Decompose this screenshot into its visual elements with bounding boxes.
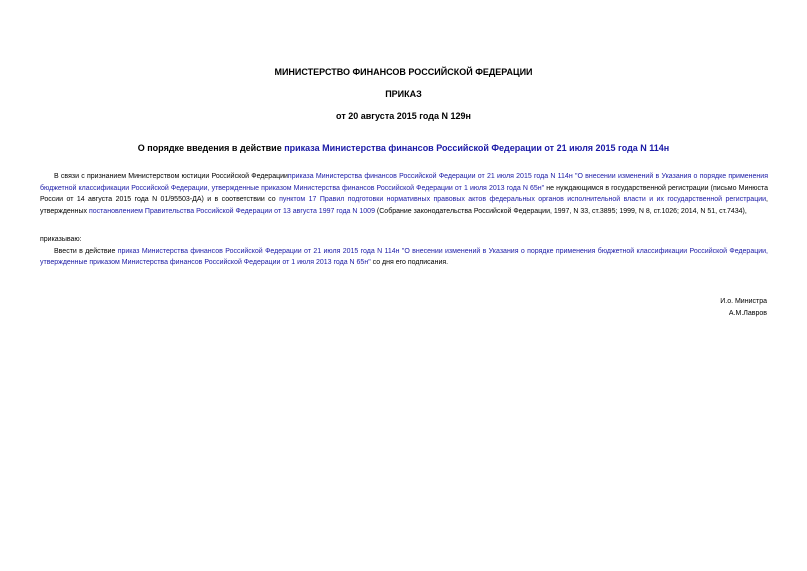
p1-order-link[interactable]: приказа Министерства финансов Российской Федерации от 21 июля 2015 года N 114н "О внесении изменений в Указания о порядке применения бюджетной классификации Российской Федерации, утвержденные приказом Министерства финансов Российской Федерации от 1 июля 2013 года N 65н" xyxy=(40,173,768,192)
signature-position: И.о. Министра xyxy=(720,298,767,305)
ministry-heading: МИНИСТЕРСТВО ФИНАНСОВ РОССИЙСКОЙ ФЕДЕРАЦИИ xyxy=(274,67,533,77)
order-block xyxy=(40,234,768,269)
preamble-block xyxy=(40,171,768,217)
p2-text-2: со дня его подписания. xyxy=(370,259,449,266)
p1-resolution-link[interactable]: постановлением Правительства Российской Федерации от 13 августа 1997 года N 1009 xyxy=(89,207,375,215)
p2-order-link[interactable]: приказ Министерства финансов Российской Федерации от 21 июля 2015 года N 114н "О внесении изменений в Указания о порядке применения бюджетной классификации Российской Федерации, утвержденные приказом Министерства финансов Российской Федерации от 1 июля 2013 года N 65н" xyxy=(40,247,768,266)
signature-name: А.М.Лавров xyxy=(728,310,767,317)
p2-text-1: Ввести в действие xyxy=(54,247,118,255)
p1-text-1: В связи с признанием Министерством юстиции Российской Федерации xyxy=(54,173,288,180)
order-word: приказываю: xyxy=(40,236,82,243)
document-title xyxy=(0,143,807,154)
p1-rules-link[interactable]: пунктом 17 Правил подготовки нормативных правовых актов федеральных органов исполнительной власти и их государственной регистрации xyxy=(279,196,767,203)
title-order-link[interactable]: приказа Министерства финансов Российской Федерации от 21 июля 2015 года N 114н xyxy=(284,143,670,153)
p1-text-3: , утвержденных xyxy=(40,196,768,215)
p1-text-2: не нуждающимся в государственной регистрации (письмо Минюста России от 14 августа 2015 года N 01/95503-ДА) и в соответствии со xyxy=(40,184,768,203)
order-paragraph xyxy=(40,246,768,269)
title-prefix: О порядке введения в действие xyxy=(137,143,285,153)
date-number-heading: от 20 августа 2015 года N 129н xyxy=(336,111,471,121)
p1-text-4: (Собрание законодательства Российской Федерации, 1997, N 33, ст.3895; 1999, N 8, ст.1026; 2014, N 51, ст.7434), xyxy=(374,207,747,215)
doc-type-heading: ПРИКАЗ xyxy=(385,89,422,99)
preamble-paragraph xyxy=(40,171,768,217)
